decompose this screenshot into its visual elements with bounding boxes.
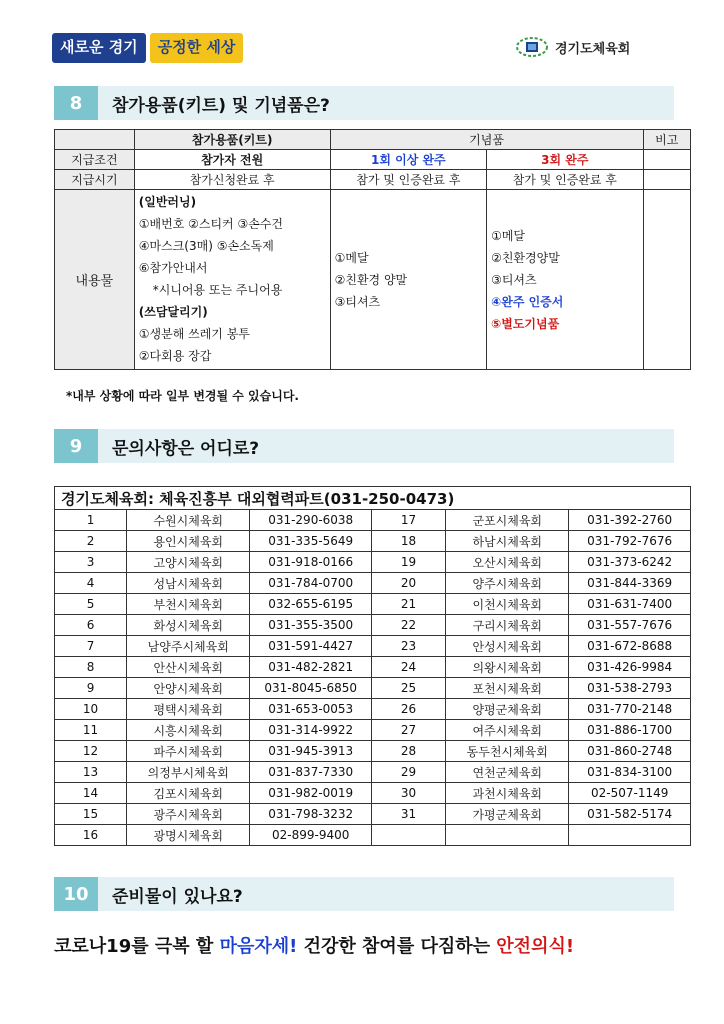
souvenir-item: ②친환경양말	[491, 250, 560, 265]
contact-cell-phone: 031-355-3500	[250, 615, 372, 636]
souvenir-item: ②친환경 양말	[334, 272, 408, 287]
contact-cell-no: 10	[55, 699, 127, 720]
contact-cell-phone2: 031-770-2148	[569, 699, 691, 720]
contact-cell-no: 4	[55, 573, 127, 594]
kit-time: 참가신청완료 후	[134, 170, 330, 190]
contact-cell-phone2: 031-792-7676	[569, 531, 691, 552]
contact-cell-name: 광명시체육회	[127, 825, 250, 846]
contact-cell-phone: 031-482-2821	[250, 657, 372, 678]
contact-cell-phone2: 031-886-1700	[569, 720, 691, 741]
contact-cell-phone2: 031-631-7400	[569, 594, 691, 615]
contact-cell-phone: 031-837-7330	[250, 762, 372, 783]
section-title: 참가용품(키트) 및 기념품은?	[112, 95, 330, 116]
contact-cell-no: 5	[55, 594, 127, 615]
contact-cell-phone: 031-918-0166	[250, 552, 372, 573]
contact-cell-phone: 031-8045-6850	[250, 678, 372, 699]
contact-cell-no2: 30	[372, 783, 446, 804]
contact-cell-phone: 032-655-6195	[250, 594, 372, 615]
kit-item: (일반러닝)	[138, 195, 197, 209]
contact-cell-phone2: 031-582-5174	[569, 804, 691, 825]
row-label-time: 지급시기	[55, 170, 135, 190]
table-row	[55, 762, 691, 783]
contact-cell-no2: 19	[372, 552, 446, 573]
souvenir-contents-1	[330, 190, 486, 370]
section-10-header	[54, 877, 674, 911]
table-row	[55, 783, 691, 804]
contact-cell-name2: 가평군체육회	[446, 804, 569, 825]
contact-cell-phone: 031-591-4427	[250, 636, 372, 657]
contact-cell-name2: 하남시체육회	[446, 531, 569, 552]
contact-cell-name2: 양주시체육회	[446, 573, 569, 594]
contact-cell-no: 3	[55, 552, 127, 573]
contact-cell-no2: 26	[372, 699, 446, 720]
col-kit: 참가용품(키트)	[134, 130, 330, 150]
contact-cell-name: 김포시체육회	[127, 783, 250, 804]
contact-cell-name2: 의왕시체육회	[446, 657, 569, 678]
contact-cell-name: 평택시체육회	[127, 699, 250, 720]
souvenir-contents-2	[487, 190, 643, 370]
kit-item: ⑥참가안내서	[138, 261, 208, 275]
closing-text-1: 코로나19를 극복 할	[54, 936, 220, 957]
change-notice: *내부 상황에 따라 일부 변경될 수 있습니다.	[66, 389, 299, 403]
contact-cell-phone2	[569, 825, 691, 846]
contact-cell-phone: 02-899-9400	[250, 825, 372, 846]
contact-cell-phone: 031-982-0019	[250, 783, 372, 804]
contact-cell-name: 용인시체육회	[127, 531, 250, 552]
table-row	[55, 573, 691, 594]
contact-cell-name2: 구리시체육회	[446, 615, 569, 636]
contact-cell-no: 11	[55, 720, 127, 741]
contact-cell-no: 2	[55, 531, 127, 552]
section-number: 10	[54, 877, 98, 911]
col-souvenir: 기념품	[330, 130, 643, 150]
contact-cell-name2: 이천시체육회	[446, 594, 569, 615]
emblem-icon	[515, 36, 549, 58]
contact-cell-phone: 031-945-3913	[250, 741, 372, 762]
contact-cell-name2: 포천시체육회	[446, 678, 569, 699]
contact-cell-name2: 양평군체육회	[446, 699, 569, 720]
souvenir-item: ⑤별도기념품	[491, 316, 560, 331]
table-row	[55, 804, 691, 825]
table-row	[55, 720, 691, 741]
contact-cell-no2: 21	[372, 594, 446, 615]
contact-cell-name: 부천시체육회	[127, 594, 250, 615]
contact-cell-phone2: 031-672-8688	[569, 636, 691, 657]
section-title: 준비물이 있나요?	[112, 886, 243, 907]
table-row	[55, 678, 691, 699]
souvenir-item: ①메달	[491, 228, 526, 243]
closing-text-4: 안전의식!	[496, 936, 575, 957]
souvenir-item: ①메달	[334, 250, 369, 265]
contact-table-title: 경기도체육회: 체육진흥부 대외협력파트(031-250-0473)	[55, 487, 691, 510]
contact-cell-phone2: 031-426-9984	[569, 657, 691, 678]
contact-cell-name: 의정부시체육회	[127, 762, 250, 783]
kit-item: ①생분해 쓰레기 봉투	[138, 327, 250, 341]
contact-cell-no2: 31	[372, 804, 446, 825]
closing-message	[54, 932, 574, 958]
kit-item: ②다회용 장갑	[138, 349, 212, 363]
souvenir-condition-1: 1회 이상 완주	[330, 150, 486, 170]
contact-cell-name2	[446, 825, 569, 846]
contact-cell-no2: 28	[372, 741, 446, 762]
slogan-part2: 공정한 세상	[150, 33, 244, 63]
contact-cell-no: 13	[55, 762, 127, 783]
contact-cell-name2: 연천군체육회	[446, 762, 569, 783]
contact-cell-name: 광주시체육회	[127, 804, 250, 825]
section-9-header	[54, 429, 674, 463]
org-name: 경기도체육회	[555, 41, 631, 57]
slogan-part1: 새로운 경기	[52, 33, 146, 63]
contact-cell-no2: 18	[372, 531, 446, 552]
contact-table-body	[55, 510, 691, 846]
col-note: 비고	[643, 130, 690, 150]
contact-cell-no2: 22	[372, 615, 446, 636]
contact-cell-name: 화성시체육회	[127, 615, 250, 636]
contact-cell-name: 안산시체육회	[127, 657, 250, 678]
contact-cell-no: 6	[55, 615, 127, 636]
contact-cell-no: 16	[55, 825, 127, 846]
kit-souvenir-table	[54, 129, 691, 370]
table-row	[55, 699, 691, 720]
contact-cell-phone: 031-653-0053	[250, 699, 372, 720]
row-label-contents: 내용물	[55, 190, 135, 370]
contact-cell-no: 12	[55, 741, 127, 762]
contact-cell-phone2: 031-834-3100	[569, 762, 691, 783]
contact-cell-phone: 031-784-0700	[250, 573, 372, 594]
contact-table	[54, 486, 691, 846]
contact-cell-no: 8	[55, 657, 127, 678]
contact-cell-name2: 여주시체육회	[446, 720, 569, 741]
contact-cell-name2: 과천시체육회	[446, 783, 569, 804]
table-row	[55, 615, 691, 636]
kit-contents	[134, 190, 330, 370]
contact-cell-phone2: 031-860-2748	[569, 741, 691, 762]
slogan-banner	[52, 33, 243, 63]
section-number: 8	[54, 86, 98, 120]
contact-cell-name2: 동두천시체육회	[446, 741, 569, 762]
section-number: 9	[54, 429, 98, 463]
contact-cell-no2: 29	[372, 762, 446, 783]
row-label-condition: 지급조건	[55, 150, 135, 170]
souvenir-item: ④완주 인증서	[491, 294, 564, 309]
contact-cell-no: 7	[55, 636, 127, 657]
souvenir-condition-2: 3회 완주	[487, 150, 643, 170]
contact-cell-no2: 25	[372, 678, 446, 699]
contact-cell-name2: 안성시체육회	[446, 636, 569, 657]
contact-cell-name: 파주시체육회	[127, 741, 250, 762]
contact-cell-phone2: 02-507-1149	[569, 783, 691, 804]
contact-cell-name: 고양시체육회	[127, 552, 250, 573]
closing-text-2: 마음자세!	[219, 936, 298, 957]
section-title: 문의사항은 어디로?	[112, 438, 260, 459]
contact-cell-phone2: 031-538-2793	[569, 678, 691, 699]
kit-item: ①배번호 ②스티커 ③손수건	[138, 217, 283, 231]
contact-cell-phone2: 031-373-6242	[569, 552, 691, 573]
contact-cell-name2: 군포시체육회	[446, 510, 569, 531]
contact-cell-no: 9	[55, 678, 127, 699]
contact-cell-name2: 오산시체육회	[446, 552, 569, 573]
contact-cell-no: 1	[55, 510, 127, 531]
table-row	[55, 552, 691, 573]
section-8-header	[54, 86, 674, 120]
contact-cell-name: 시흥시체육회	[127, 720, 250, 741]
souvenir-item: ③티셔츠	[491, 272, 537, 287]
closing-text-3: 건강한 참여를 다짐하는	[297, 936, 497, 957]
table-row	[55, 594, 691, 615]
org-logo	[515, 36, 630, 58]
souvenir-time-1: 참가 및 인증완료 후	[330, 170, 486, 190]
contact-cell-no: 15	[55, 804, 127, 825]
contact-cell-no2: 27	[372, 720, 446, 741]
kit-item: *시니어용 또는 주니어용	[152, 283, 283, 297]
contact-cell-no2: 24	[372, 657, 446, 678]
table-row	[55, 825, 691, 846]
table-row	[55, 636, 691, 657]
contact-cell-no2	[372, 825, 446, 846]
contact-cell-no2: 17	[372, 510, 446, 531]
contact-cell-phone2: 031-557-7676	[569, 615, 691, 636]
kit-item: (쓰담달리기)	[138, 305, 208, 319]
contact-cell-no2: 20	[372, 573, 446, 594]
contact-cell-name: 수원시체육회	[127, 510, 250, 531]
contact-cell-no2: 23	[372, 636, 446, 657]
contact-cell-name: 성남시체육회	[127, 573, 250, 594]
contact-cell-phone: 031-290-6038	[250, 510, 372, 531]
contact-cell-phone2: 031-392-2760	[569, 510, 691, 531]
contact-cell-phone2: 031-844-3369	[569, 573, 691, 594]
souvenir-time-2: 참가 및 인증완료 후	[487, 170, 643, 190]
table-row	[55, 531, 691, 552]
contact-cell-phone: 031-314-9922	[250, 720, 372, 741]
table-row	[55, 657, 691, 678]
contact-cell-name: 안양시체육회	[127, 678, 250, 699]
contact-cell-no: 14	[55, 783, 127, 804]
table-row	[55, 741, 691, 762]
contact-cell-phone: 031-798-3232	[250, 804, 372, 825]
kit-condition: 참가자 전원	[134, 150, 330, 170]
table-row	[55, 510, 691, 531]
contact-cell-name: 남양주시체육회	[127, 636, 250, 657]
contact-cell-phone: 031-335-5649	[250, 531, 372, 552]
kit-item: ④마스크(3매) ⑤손소독제	[138, 239, 274, 253]
souvenir-item: ③티셔츠	[334, 294, 381, 309]
